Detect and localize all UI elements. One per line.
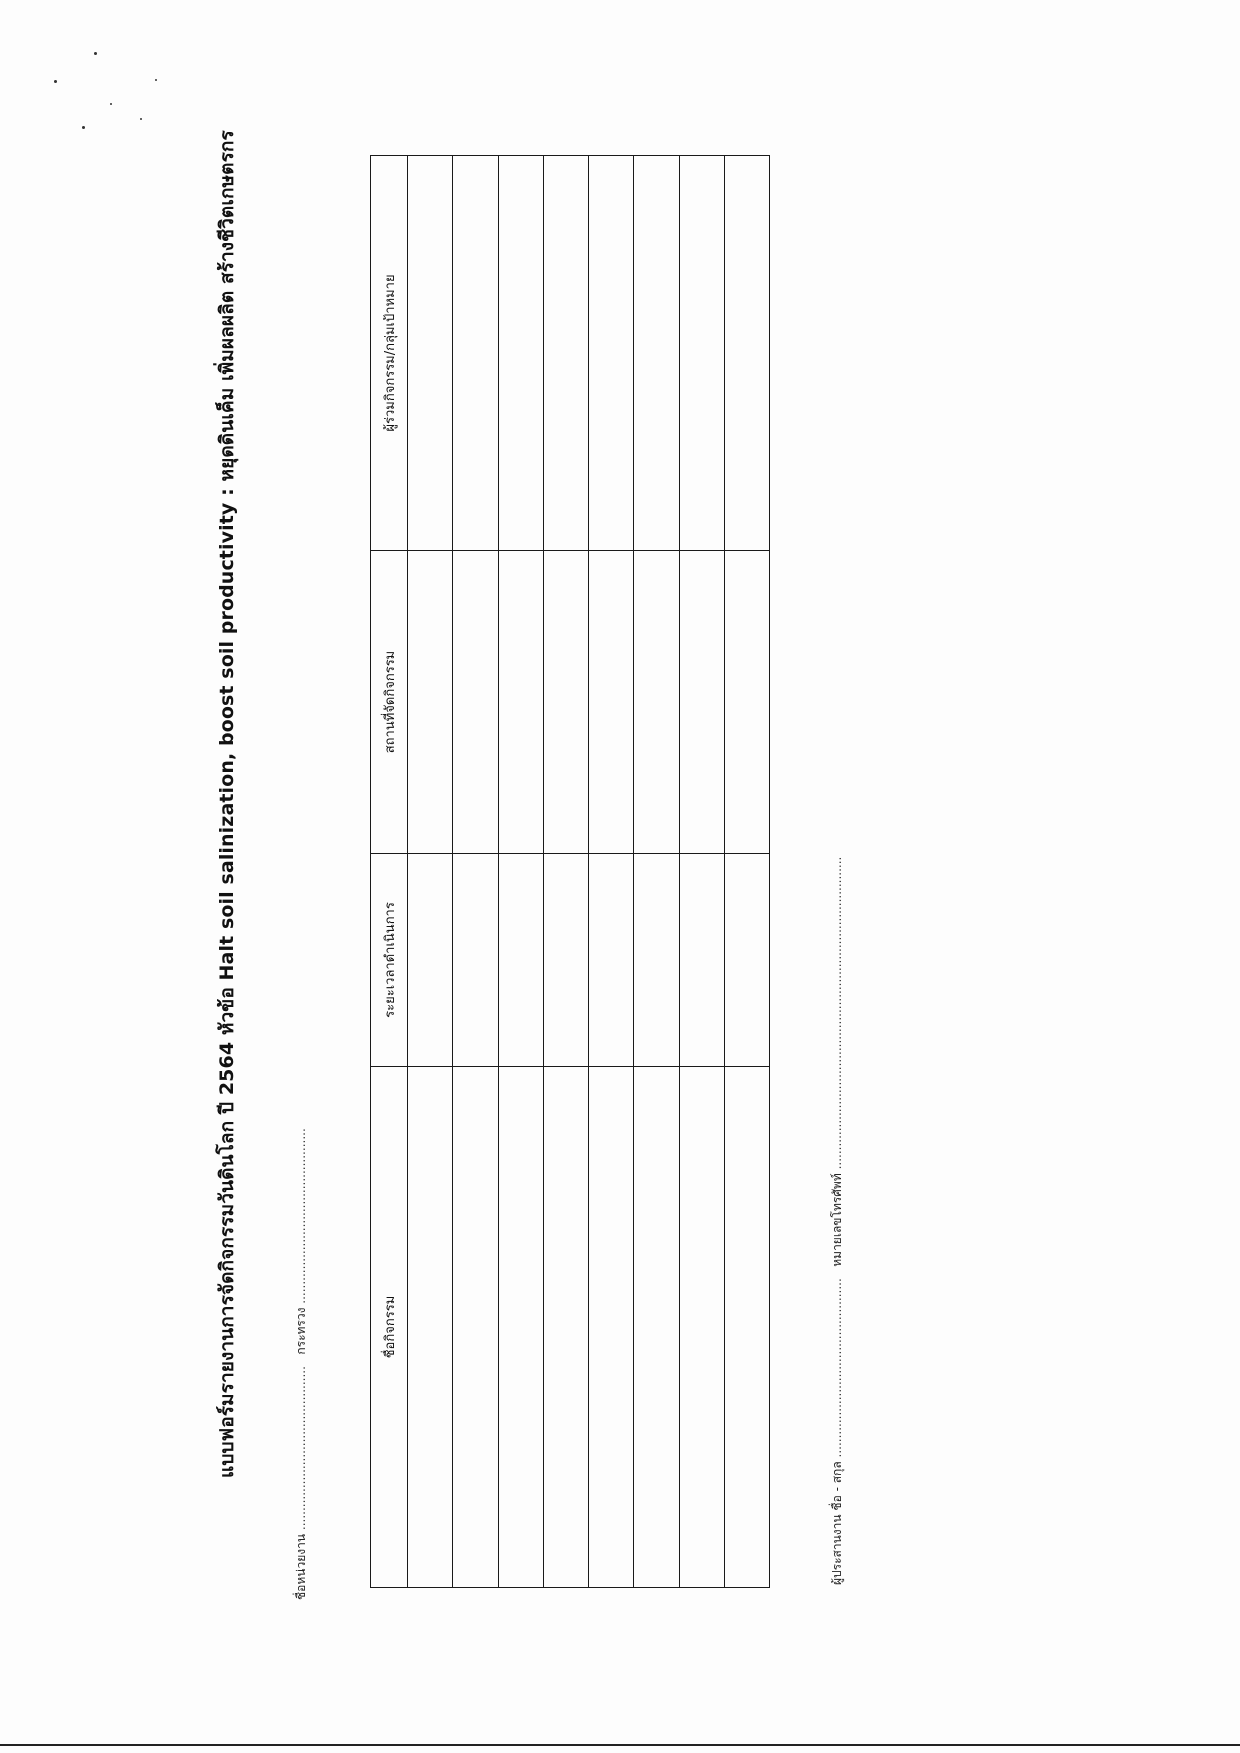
- table-cell[interactable]: [408, 1067, 453, 1588]
- scan-speck: [110, 103, 112, 105]
- table-cell[interactable]: [589, 854, 634, 1067]
- table-row: [589, 156, 634, 1588]
- table-cell[interactable]: [589, 156, 634, 551]
- header-duration: ระยะเวลาดำเนินการ: [371, 854, 408, 1067]
- table-row: [724, 156, 769, 1588]
- activity-table: [370, 155, 770, 1588]
- scan-speck: [140, 118, 142, 120]
- table-cell[interactable]: [453, 854, 498, 1067]
- coordinator-line: [828, 857, 847, 1585]
- scan-speck: [54, 80, 57, 83]
- table-cell[interactable]: [408, 551, 453, 854]
- page-bottom-edge: [0, 1744, 1240, 1746]
- header-venue: สถานที่จัดกิจกรรม: [371, 551, 408, 854]
- table-cell[interactable]: [498, 156, 543, 551]
- table-cell[interactable]: [453, 551, 498, 854]
- table-cell[interactable]: [589, 1067, 634, 1588]
- ministry-label: กระทรวง: [294, 1307, 308, 1355]
- table-cell[interactable]: [679, 854, 724, 1067]
- table-cell[interactable]: [634, 156, 679, 551]
- table-cell[interactable]: [724, 551, 769, 854]
- ministry-field[interactable]: ..............................................: [294, 1128, 308, 1304]
- table-cell[interactable]: [679, 551, 724, 854]
- table-cell[interactable]: [589, 551, 634, 854]
- table-row: [498, 156, 543, 1588]
- table-cell[interactable]: [724, 1067, 769, 1588]
- table-cell[interactable]: [679, 1067, 724, 1588]
- scan-speck: [94, 52, 97, 55]
- table-cell[interactable]: [408, 156, 453, 551]
- coordinator-field[interactable]: ...............................................: [830, 1278, 844, 1458]
- table-cell[interactable]: [724, 854, 769, 1067]
- table-cell[interactable]: [724, 156, 769, 551]
- table-row: [408, 156, 453, 1588]
- phone-label: หมายเลขโทรศัพท์: [830, 1173, 844, 1267]
- table-cell[interactable]: [453, 1067, 498, 1588]
- phone-field[interactable]: ..................................................................................: [830, 856, 844, 1170]
- header-participants: ผู้ร่วมกิจกรรม/กลุ่มเป้าหมาย: [371, 156, 408, 551]
- table-cell[interactable]: [543, 551, 588, 854]
- department-field[interactable]: ...........................................: [294, 1366, 308, 1531]
- table-cell[interactable]: [498, 551, 543, 854]
- table-cell[interactable]: [679, 156, 724, 551]
- table-cell[interactable]: [498, 854, 543, 1067]
- scan-speck: [155, 79, 157, 81]
- scan-speck: [82, 126, 85, 129]
- coordinator-label: ผู้ประสานงาน ชื่อ - สกุล: [830, 1461, 844, 1585]
- form-title: [212, 130, 242, 1478]
- table-cell[interactable]: [543, 854, 588, 1067]
- table-cell[interactable]: [543, 1067, 588, 1588]
- table-row: [634, 156, 679, 1588]
- table-body: [408, 156, 770, 1588]
- header-activity-name: ชื่อกิจกรรม: [371, 1067, 408, 1588]
- table-cell[interactable]: [453, 156, 498, 551]
- table-cell[interactable]: [408, 854, 453, 1067]
- table-cell[interactable]: [634, 551, 679, 854]
- table-row: [453, 156, 498, 1588]
- table-cell[interactable]: [543, 156, 588, 551]
- activity-table-wrapper: [370, 160, 770, 1588]
- table-row: [679, 156, 724, 1588]
- table-row: [543, 156, 588, 1588]
- table-header-row: [371, 156, 408, 1588]
- table-cell[interactable]: [498, 1067, 543, 1588]
- table-cell[interactable]: [634, 1067, 679, 1588]
- department-line: [292, 1128, 311, 1600]
- department-label: ชื่อหน่วยงาน: [294, 1533, 308, 1600]
- form-title-text: แบบฟอร์มรายงานการจัดกิจกรรมวันดินโลก ปี 2564 หัวข้อ Halt soil salinization, boost soil productivity : หยุดดินเค็ม เพิ่มผลผลิต สร้างชีวิตเกษตรกร: [216, 130, 238, 1478]
- table-cell[interactable]: [634, 854, 679, 1067]
